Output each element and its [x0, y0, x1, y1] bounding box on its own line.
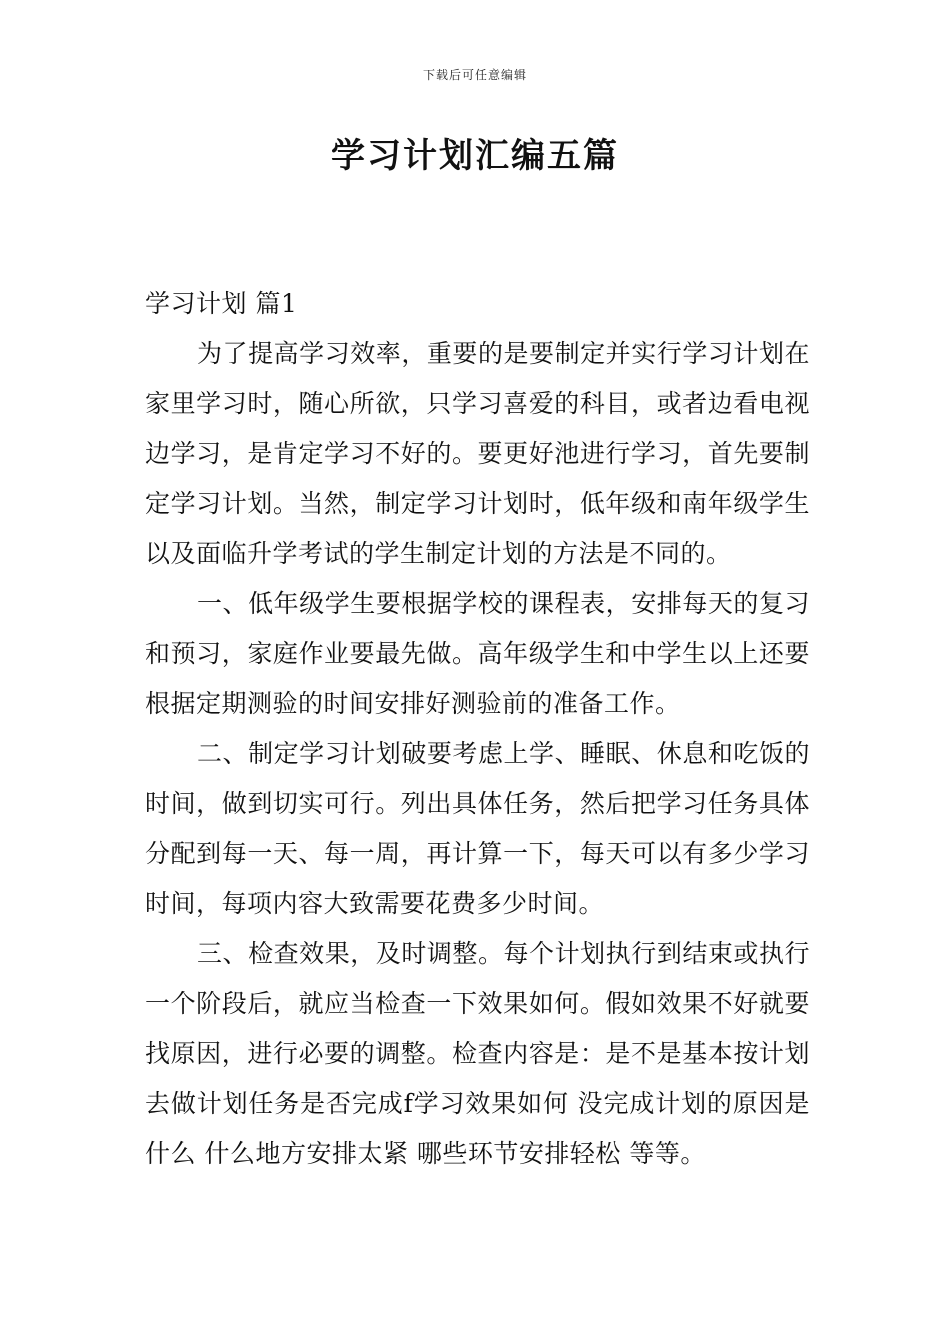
section-label: 学习计划 篇1: [145, 289, 298, 318]
document-title: 学习计划汇编五篇: [331, 136, 619, 176]
paragraph-2: 一、低年级学生要根据学校的课程表，安排每天的复习和预习，家庭作业要最先做。高年级学生和中学生以上还要根据定期测验的时间安排好测验前的准备工作。: [145, 589, 810, 718]
paragraph-1: 为了提高学习效率，重要的是要制定并实行学习计划在家里学习时，随心所欲，只学习喜爱的科目，或者边看电视边学习，是肯定学习不好的。要更好池进行学习，首先要制定学习计划。当然，制定学习计划时，低年级和南年级学生以及面临升学考试的学生制定计划的方法是不同的。: [145, 339, 810, 568]
paragraph-4: 三、检查效果，及时调整。每个计划执行到结束或执行一个阶段后，就应当检查一下效果如何。假如效果不好就要找原因，进行必要的调整。检查内容是：是不是基本按计划去做计划任务是否完成f学习效果如何 没完成计划的原因是什么 什么地方安排太紧 哪些环节安排轻松 等等。: [145, 939, 810, 1168]
document-body: [145, 279, 810, 1179]
paragraph-3: 二、制定学习计划破要考虑上学、睡眠、休息和吃饭的时间，做到切实可行。列出具体任务，然后把学习任务具体分配到每一天、每一周，再计算一下，每天可以有多少学习时间，每项内容大致需要花费多少时间。: [145, 739, 810, 918]
header-note: 下载后可任意编辑: [422, 68, 527, 82]
